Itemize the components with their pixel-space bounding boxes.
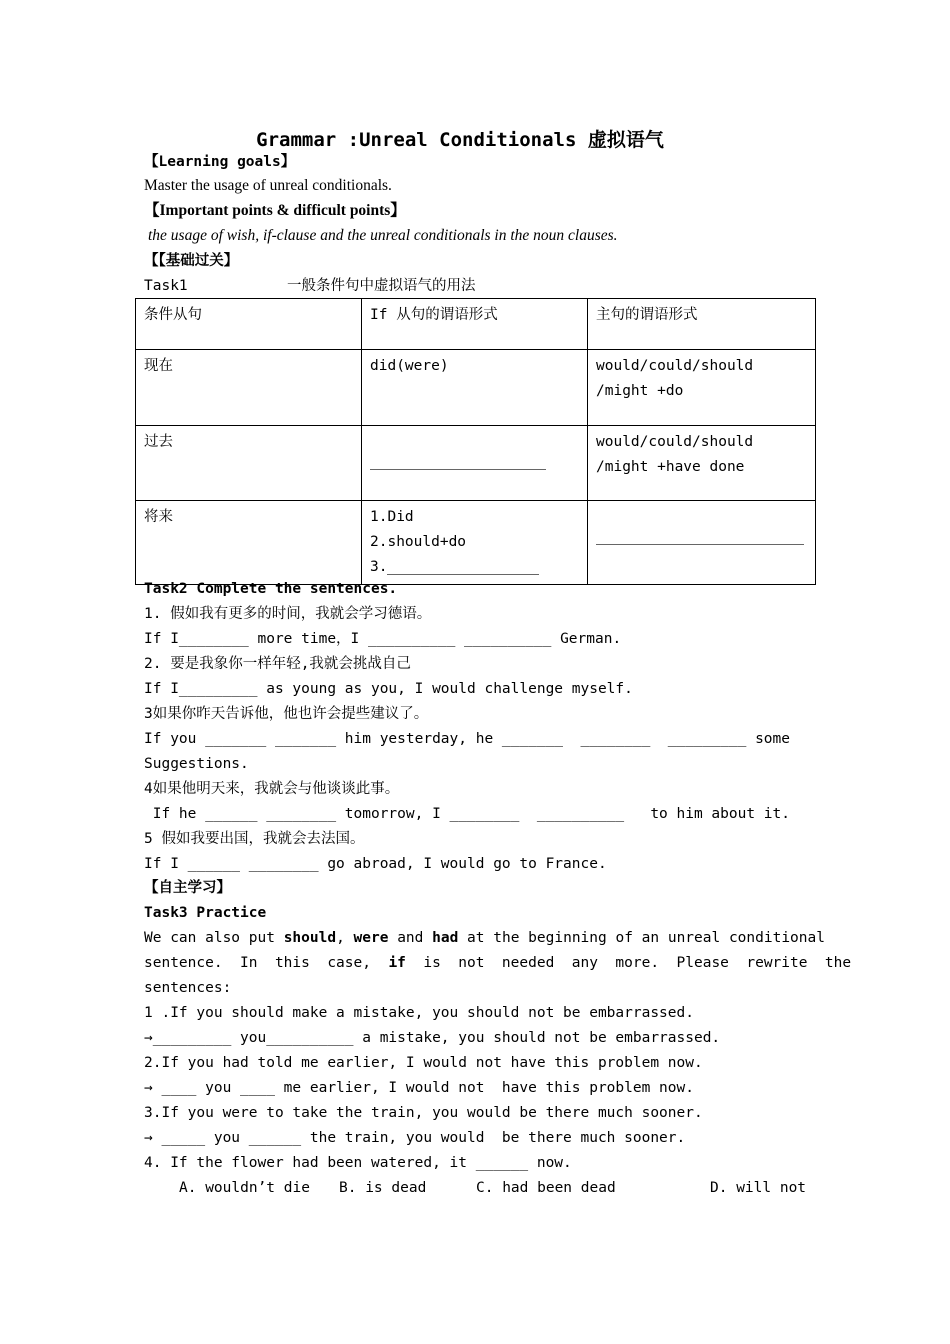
keyword-if: if [388, 955, 406, 971]
cell-line: 2.should+do [370, 534, 467, 550]
table-row-future [136, 501, 816, 585]
cell-line: would/could/should [596, 434, 754, 450]
task2-line: 1. 假如我有更多的时间，我就会学习德语。 [144, 606, 432, 622]
page-title: Grammar :Unreal Conditionals 虚拟语气 [256, 129, 664, 151]
learning-goals-text: Master the usage of unreal conditionals. [144, 177, 392, 194]
header-if-clause: If 从句的谓语形式 [362, 299, 588, 350]
task3-line: 4. If the flower had been watered, it ______ now. [144, 1155, 572, 1171]
task2-line: If I________ more time，I __________ __________ German. [144, 631, 622, 647]
important-points-text: the usage of wish, if-clause and the unreal conditionals in the noun clauses. [148, 227, 618, 244]
table-header-row [136, 299, 816, 350]
cell-if-form [362, 501, 588, 585]
option-b: B. is dead [339, 1180, 427, 1196]
task2-line: If you _______ _______ him yesterday, he _______ ________ _________ some [144, 731, 791, 747]
header-condition: 条件从句 [136, 299, 362, 350]
cell-line: 1.Did [370, 509, 414, 525]
intro-text: and [388, 930, 433, 946]
important-points-heading: 【Important points & difficult points】 [144, 202, 406, 219]
cell-line: /might +do [596, 383, 684, 399]
cell-line-text: 3. [370, 559, 388, 575]
task3-intro-line2 [144, 954, 851, 974]
task3-line: → ____ you ____ me earlier, I would not have this problem now. [144, 1080, 694, 1096]
task3-line: 1 .If you should make a mistake, you should not be embarrassed. [144, 1005, 694, 1021]
cell-if-form [362, 350, 588, 426]
option-d: D. will not [710, 1180, 807, 1196]
cell-line: /might +have done [596, 459, 745, 475]
learning-goals-heading: 【Learning goals】 [144, 154, 296, 170]
cell-line [370, 555, 579, 580]
task3-line: 2.If you had told me earlier, I would not have this problem now. [144, 1055, 703, 1071]
task2-line: If he ______ ________ tomorrow, I ________ __________ to him about it. [144, 806, 791, 822]
task3-heading: Task3 Practice [144, 905, 267, 921]
task1-title: 一般条件句中虚拟语气的用法 [287, 278, 476, 294]
intro-text: sentence. In this case, [144, 955, 389, 971]
cell-condition: 过去 [136, 426, 362, 501]
cell-main-form-blank [588, 501, 816, 585]
intro-text: is not needed any more. Please rewrite the [405, 955, 852, 971]
cell-condition: 将来 [136, 501, 362, 585]
table-row-present [136, 350, 816, 426]
answer-blank[interactable] [387, 573, 539, 575]
table-row-past [136, 426, 816, 501]
cell-condition: 现在 [136, 350, 362, 426]
task3-line: 3.If you were to take the train, you would be there much sooner. [144, 1105, 703, 1121]
answer-blank[interactable] [596, 543, 804, 545]
task2-line: Suggestions. [144, 756, 249, 772]
task2-line: 4如果他明天来，我就会与他谈谈此事。 [144, 781, 400, 797]
task3-intro-line1 [144, 929, 825, 949]
option-a: A. wouldn’t die [179, 1180, 310, 1196]
task1-label: Task1 [144, 278, 188, 294]
intro-text: at the beginning of an unreal conditional [458, 930, 825, 946]
intro-text: , [336, 930, 354, 946]
task3-intro-line3: sentences: [144, 980, 232, 996]
cell-line: did(were) [370, 358, 449, 374]
cell-main-form [588, 350, 816, 426]
keyword-should: should [283, 930, 337, 946]
conditional-forms-table [135, 298, 816, 585]
keyword-were: were [353, 930, 389, 946]
option-c: C. had been dead [476, 1180, 616, 1196]
task3-line: → _____ you ______ the train, you would be there much sooner. [144, 1130, 686, 1146]
header-main-clause: 主句的谓语形式 [588, 299, 816, 350]
task2-line: 5 假如我要出国，我就会去法国。 [144, 831, 365, 847]
cell-line: would/could/should [596, 358, 754, 374]
intro-text: We can also put [144, 930, 284, 946]
cell-if-form-blank [362, 426, 588, 501]
keyword-had: had [432, 930, 459, 946]
task2-heading: Task2 Complete the sentences. [144, 581, 398, 597]
basic-section-heading: 【【基础过关】 [144, 253, 239, 269]
task3-line: →_________ you__________ a mistake, you should not be embarrassed. [144, 1030, 721, 1046]
task2-line: 2. 要是我象你一样年轻,我就会挑战自己 [144, 656, 411, 672]
task2-line: 3如果你昨天告诉他，他也许会提些建议了。 [144, 706, 429, 722]
answer-blank[interactable] [370, 468, 546, 470]
cell-main-form [588, 426, 816, 501]
self-study-heading: 【自主学习】 [144, 880, 231, 896]
task2-line: If I_________ as young as you, I would challenge myself. [144, 681, 633, 697]
task2-line: If I ______ ________ go abroad, I would go to France. [144, 856, 607, 872]
